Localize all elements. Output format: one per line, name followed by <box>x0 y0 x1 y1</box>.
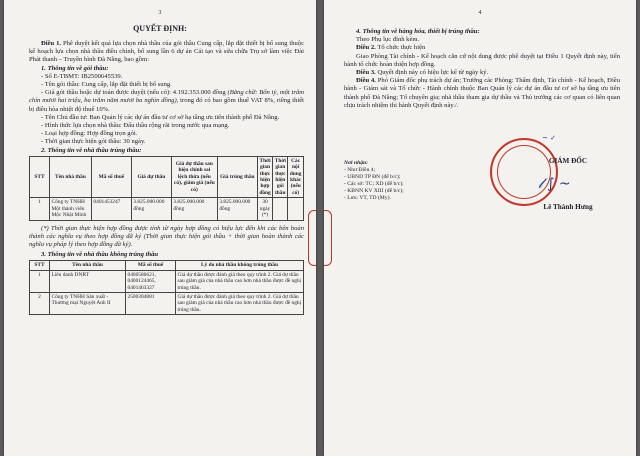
cell-name: Công ty TNHH Một thành viên Mộc Nhật Minh <box>49 198 91 220</box>
cell-reason: Giá dự thầu được đánh giá theo quy trình 2. Giá dự thầu sau giảm giá của nhà thầu cao hơn nhà thầu được đề nghị trúng thầu. <box>176 292 304 314</box>
article-4-text: Phó Giám đốc phụ trách dự án; Trưởng các Phòng: Thẩm định, Tài chính - Kế hoạch, Điều hành - Giám sát và Tổ chức - Hành chính thuộc Ban Quản lý các dự án đầu tư cơ sở hạ tầng ưu tiên thành phố Đà Nẵng; Tổ chuyên gia; nhà thầu tham gia dự thầu và Thủ trưởng các cơ quan có liên quan chịu trách nhiệm thi hành Quyết định này./. <box>344 77 621 109</box>
col-tax: Mã số thuế <box>126 261 176 270</box>
cell-name: Liên danh DNRT <box>50 270 126 292</box>
page4-body <box>344 28 620 110</box>
official-seal <box>490 138 558 206</box>
recipient-item: - Lưu: VT, TD (My). <box>344 195 391 201</box>
cell-stt: 2 <box>30 292 50 314</box>
col-contract-time: Thời gian thực hiện hợp đồng <box>259 157 271 196</box>
col-name: Tên nhà thầu <box>49 156 91 197</box>
winner-table <box>29 156 304 221</box>
loser-table-header <box>30 261 304 270</box>
cell-tax: 2500304881 <box>126 292 176 314</box>
cell-bid: 3.825.000.000 đồng <box>131 198 171 220</box>
article-4 <box>344 77 620 110</box>
col-stt: STT <box>30 156 50 197</box>
recipient-item: - Như Điều 4; <box>344 167 376 173</box>
appendix-note: Theo Phụ lục đính kèm. <box>356 36 420 44</box>
article-3-label: Điều 3. <box>356 69 376 77</box>
article-2-body: Giao Phòng Tài chính - Kế hoạch căn cứ nội dung được phê duyệt tại Điều 1 Quyết định này, tiến hành tổ chức hoàn thiện hợp đồng. <box>344 52 620 68</box>
page-seal-half <box>324 210 332 266</box>
document-page-3 <box>4 0 316 456</box>
recipient-item: - Các sở: TC; XD (để b/c); <box>344 181 404 187</box>
page-number: 3 <box>158 10 162 16</box>
cell-package-time <box>273 198 288 220</box>
recipient-item: - UBND TP ĐN (để b/c); <box>344 174 401 180</box>
signer-title: GIÁM ĐỐC <box>548 157 588 165</box>
price-words: (Bằng chữ: Bốn tỷ, một trăm chín mươi hai triệu, ba trăm năm mươi ba nghìn đồng) <box>29 89 304 105</box>
col-bid: Giá dự thầu <box>131 156 171 197</box>
signer-name: Lê Thành Hưng <box>543 203 593 211</box>
article-3 <box>344 69 620 77</box>
col-adjusted: Giá dự thầu sau hiệu chỉnh sai lệch thừa (nếu có), giảm giá (nếu có) <box>171 156 217 197</box>
price-text: - Giá gói thầu hoặc dự toán được duyệt (nếu có): 4.192.353.000 đồng <box>41 89 226 97</box>
article-2-label: Điều 2. <box>356 44 376 52</box>
recipient-item: - KBNN KV XIII (để b/c); <box>344 188 404 194</box>
section-3-title: 3. Thông tin về nhà thầu không trúng thầu <box>41 251 159 259</box>
info-ebid: - Số E-TBMT: IB2500645539. <box>41 72 123 80</box>
article-2-text: Tổ chức thực hiện <box>377 44 426 52</box>
col-tax: Mã số thuế <box>91 156 131 197</box>
cell-contract-time: 30 ngày (*) <box>257 198 272 220</box>
col-other: Các nội dung khác (nếu có) <box>289 157 302 196</box>
section-2-title: 2. Thông tin về nhà thầu trúng thầu: <box>41 146 142 154</box>
cell-stt: 1 <box>30 270 50 292</box>
cell-adjusted: 3.825.000.000 đồng <box>171 198 217 220</box>
page3-body <box>29 40 304 315</box>
document-page-4 <box>324 0 636 456</box>
col-name: Tên nhà thầu <box>50 261 126 270</box>
col-win-price: Giá trúng thầu <box>217 156 257 197</box>
cell-tax: 0401453247 <box>91 198 131 220</box>
col-reason: Lý do nhà thầu không trúng thầu <box>176 261 304 270</box>
info-owner: - Tên Chủ đầu tư: Ban Quản lý các dự án đầu tư cơ sở hạ tầng ưu tiên thành phố Đà Nẵng. <box>41 113 280 121</box>
info-duration: - Thời gian thực hiện gói thầu: 30 ngày. <box>41 138 146 146</box>
table-row <box>30 270 304 292</box>
article-1-text: Phê duyệt kết quả lựa chọn nhà thầu của gói thầu Cung cấp, lắp đặt thiết bị bổ sung thuộc kế hoạch lựa chọn nhà thầu điều chỉnh, bổ sung lần 6 dự án Cải tạo và sửa chữa Trụ sở làm việc Đài Phát thanh – Truyền hình Đà Nẵng, bao gồm: <box>29 40 305 64</box>
col-package-time: Thời gian thực hiện gói thầu <box>274 157 286 196</box>
duration-note: (*) Thời gian thực hiện hợp đồng được tính từ ngày hợp đồng có hiệu lực đến khi các bên hoàn thành các nghĩa vụ theo hợp đồng đã ký (Thời gian thực hiện gói thầu + thời gian hoàn thành các nghĩa vụ pháp lý theo hợp đồng đã ký). <box>29 224 304 248</box>
article-2 <box>344 44 620 52</box>
handwritten-signature: 𝓁 ∫ ~ <box>538 176 571 192</box>
col-stt: STT <box>30 261 50 270</box>
section-4-title: 4. Thông tin về hàng hóa, thiết bị trúng thầu: <box>356 28 480 35</box>
recipients-block <box>344 160 404 202</box>
cell-tax: 0400586621, 0400124465, 0401463327 <box>126 270 176 292</box>
cell-name: Công ty TNHH Sản xuất - Thương mại Nguyệt Anh II <box>50 292 126 314</box>
section-1-title: 1. Thông tin về gói thầu: <box>41 64 109 72</box>
winner-table-header <box>30 156 304 197</box>
info-method: - Hình thức lựa chọn nhà thầu: Đấu thầu rộng rãi trong nước qua mạng. <box>41 122 230 130</box>
cell-win-price: 3.825.000.000 đồng <box>217 198 257 220</box>
article-4-label: Điều 4. <box>356 77 376 85</box>
table-row <box>30 198 304 220</box>
cell-reason: Giá dự thầu được đánh giá theo quy trình 2. Giá dự thầu sau giảm giá của nhà thầu cao hơn nhà thầu được đề nghị trúng thầu. <box>176 270 304 292</box>
cell-other <box>288 198 304 220</box>
page-number: 4 <box>478 10 482 16</box>
info-package-name: - Tên gói thầu: Cung cấp, lắp đặt thiết bị bổ sung. <box>41 81 172 89</box>
loser-table <box>29 260 304 315</box>
page-seal-half <box>308 210 316 266</box>
decision-heading: QUYẾT ĐỊNH: <box>133 24 187 33</box>
info-price <box>29 89 304 114</box>
table-row <box>30 292 304 314</box>
initial-signature: ~ ✓ <box>542 134 556 142</box>
article-3-text: Quyết định này có hiệu lực kể từ ngày ký. <box>377 69 489 77</box>
cell-stt: 1 <box>30 198 50 220</box>
article-1-label: Điều 1. <box>41 40 62 47</box>
info-contract-type: - Loại hợp đồng: Hợp đồng trọn gói. <box>41 130 138 138</box>
article-1 <box>29 40 304 65</box>
recipients-title: Nơi nhận: <box>344 160 368 166</box>
price-tail: , trong đó có bao gồm thuế VAT 8%, riêng thiết bị điều hòa nhiệt độ thuế 10%. <box>29 97 304 113</box>
